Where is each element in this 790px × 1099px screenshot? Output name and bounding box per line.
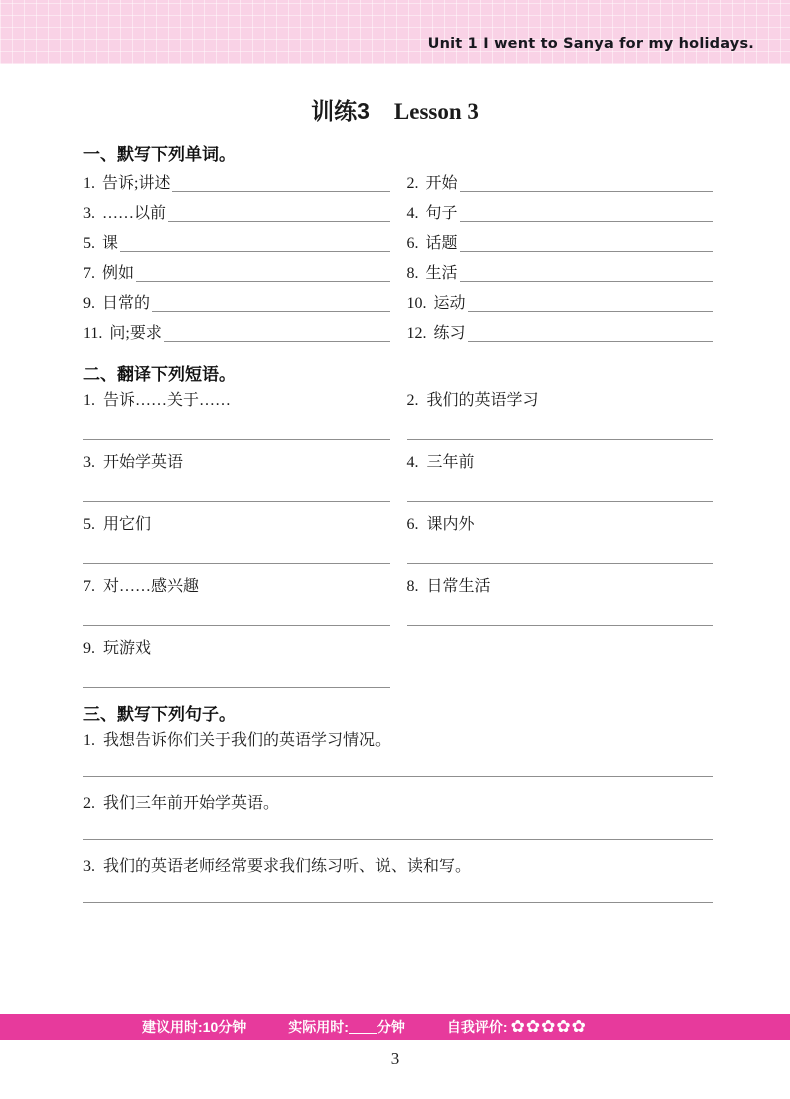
word-item [407,164,714,194]
suggested-time-label: 建议用时:10分钟 [142,1019,247,1035]
word-item [407,314,714,344]
phrase-item [83,576,390,638]
word-item [83,314,390,344]
phrase-item-label: 课内外 [426,516,475,533]
actual-time-blank [349,1020,377,1034]
flower-icon: ✿ [525,1016,541,1037]
word-item-number: 4. [406,205,419,222]
phrase-item-number: 5. [83,516,95,533]
phrase-item-number: 4. [406,454,419,471]
phrase-item-number: 2. [406,392,419,409]
phrase-item-label: 三年前 [426,454,475,471]
self-eval-segment [447,1017,586,1037]
phrase-item-label: 玩游戏 [103,640,152,657]
phrase-item-label: 对……感兴趣 [103,578,200,595]
word-item-label: 课 [102,235,119,252]
phrase-item-number: 7. [83,578,95,595]
word-grid [83,164,713,344]
answer-blank [83,439,390,440]
page-title-cn: 训练3 [311,98,370,124]
phrase-item-number: 1. [83,392,95,409]
phrase-item [407,452,714,514]
self-eval-label: 自我评价: [446,1019,508,1035]
word-item-number: 3. [83,205,95,222]
word-item-label: 练习 [433,325,466,342]
phrase-item [407,576,714,638]
word-item-label: 日常的 [102,295,151,312]
phrase-item-label: 用它们 [103,516,152,533]
answer-blank [83,501,390,502]
phrase-item [83,452,390,514]
word-item-label: 告诉;讲述 [102,175,171,192]
answer-blank [83,776,713,777]
flower-icon: ✿ [571,1016,586,1037]
answer-blank [83,687,390,688]
sentence-item-label: 我们的英语老师经常要求我们练习听、说、读和写。 [103,858,472,875]
phrase-item [407,514,714,576]
sentence-item-number: 3. [83,858,95,875]
word-item-label: 生活 [425,265,458,282]
page-number: 3 [390,1049,400,1068]
phrase-item [83,390,390,452]
phrase-grid [83,390,713,700]
answer-blank [136,281,389,282]
answer-blank [407,563,714,564]
word-item-label: ……以前 [102,205,167,222]
header-band [0,0,790,64]
sentence-item-label: 我们三年前开始学英语。 [103,795,280,812]
sentence-item [83,730,713,793]
word-item [83,164,390,194]
answer-blank [83,625,390,626]
section-heading-sentences: 三、默写下列句子。 [83,705,236,724]
answer-blank [83,563,390,564]
phrase-item-label: 我们的英语学习 [426,392,539,409]
word-item [83,224,390,254]
page-title-en: Lesson 3 [393,99,479,124]
answer-blank [83,839,713,840]
answer-blank [460,221,713,222]
word-item-number: 1. [83,175,95,192]
word-item-number: 7. [83,265,95,282]
section-heading-phrases: 二、翻译下列短语。 [83,365,236,384]
sentence-list [83,730,713,919]
phrase-item [83,638,390,700]
answer-blank [164,341,390,342]
word-item-number: 10. [406,295,427,312]
flower-icon: ✿ [556,1016,571,1037]
sentence-item-number: 2. [83,795,95,812]
word-item [83,254,390,284]
flower-rating [510,1016,586,1037]
phrase-item [407,390,714,452]
word-item-label: 运动 [433,295,466,312]
phrase-item-number: 6. [406,516,419,533]
phrase-item-number: 3. [83,454,95,471]
answer-blank [460,251,713,252]
word-item-number: 6. [406,235,419,252]
unit-title: Unit 1 I went to Sanya for my holidays. [427,36,754,52]
actual-time-segment [288,1017,405,1037]
word-item [83,194,390,224]
answer-blank [407,625,714,626]
footer-bar [0,1014,790,1040]
answer-blank [468,341,713,342]
word-item [407,284,714,314]
answer-blank [468,311,713,312]
section-heading-words: 一、默写下列单词。 [83,145,236,164]
page-title [0,97,790,126]
answer-blank [407,439,714,440]
answer-blank [172,191,389,192]
word-item [407,194,714,224]
answer-blank [460,281,713,282]
answer-blank [168,221,389,222]
actual-time-unit: 分钟 [376,1019,405,1035]
word-item-number: 9. [83,295,95,312]
sentence-item [83,856,713,919]
word-item-number: 12. [406,325,427,342]
phrase-item-label: 日常生活 [426,578,491,595]
sentence-item-number: 1. [83,732,95,749]
word-item-label: 话题 [425,235,458,252]
phrase-item [83,514,390,576]
answer-blank [120,251,389,252]
flower-icon: ✿ [510,1016,525,1037]
answer-blank [83,902,713,903]
word-item-number: 11. [83,325,103,342]
word-item-label: 开始 [425,175,458,192]
sentence-item-label: 我想告诉你们关于我们的英语学习情况。 [103,732,392,749]
phrase-item-number: 8. [406,578,419,595]
answer-blank [407,501,714,502]
word-item-number: 5. [83,235,95,252]
phrase-item-label: 告诉……关于…… [103,392,232,409]
sentence-item [83,793,713,856]
word-item [83,284,390,314]
answer-blank [460,191,713,192]
answer-blank [152,311,389,312]
phrase-item-label: 开始学英语 [103,454,184,471]
flower-icon: ✿ [541,1016,556,1037]
word-item-label: 例如 [102,265,135,282]
actual-time-label: 实际用时: [288,1019,349,1035]
word-item-number: 8. [406,265,419,282]
word-item-label: 句子 [425,205,458,222]
phrase-item-number: 9. [83,640,95,657]
word-item [407,224,714,254]
word-item-label: 问;要求 [109,325,162,342]
word-item-number: 2. [406,175,419,192]
word-item [407,254,714,284]
